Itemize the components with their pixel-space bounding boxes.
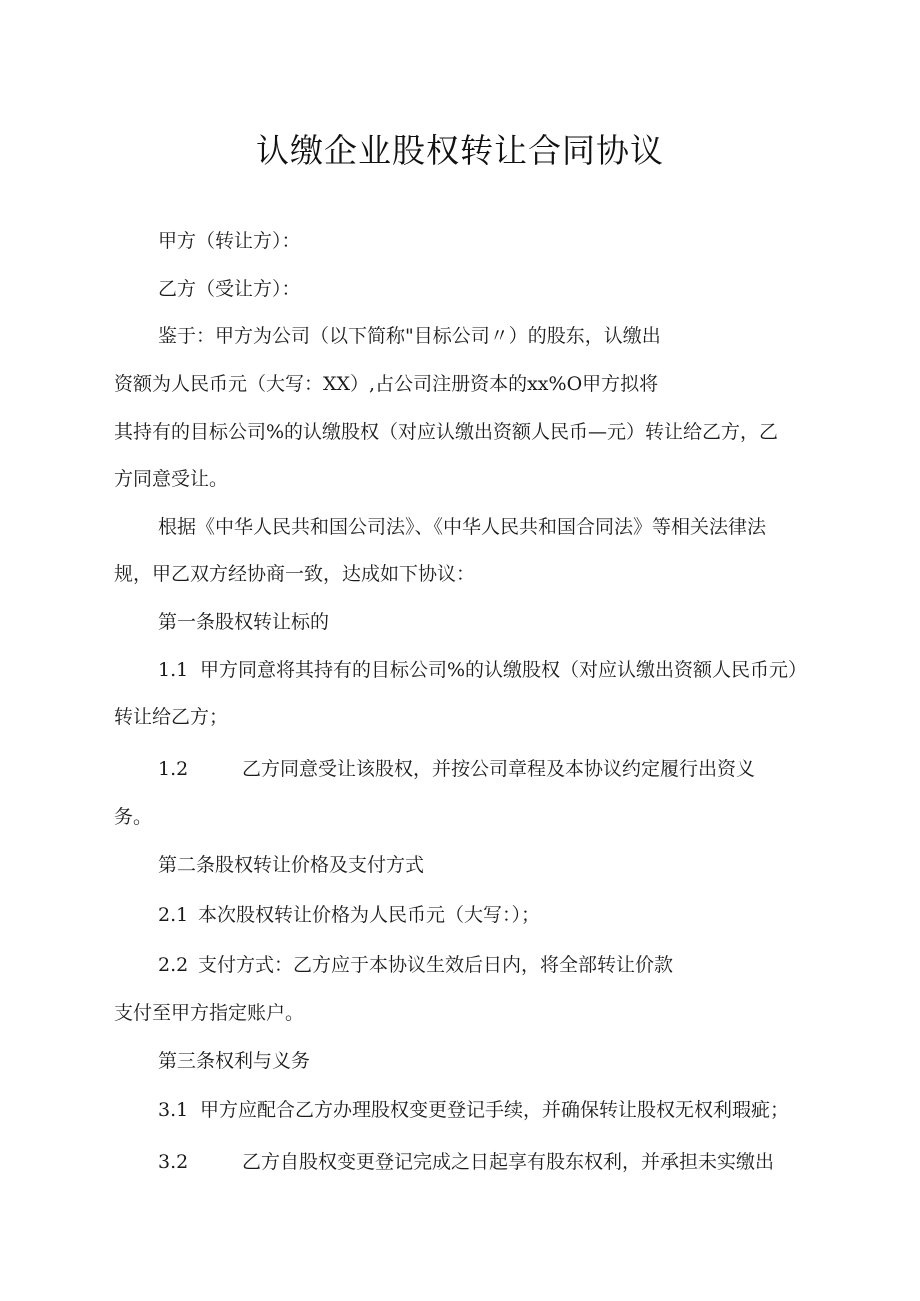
whereas-line-3: 其持有的目标公司%的认缴股权（对应认缴出资额人民币—元）转让给乙方，乙	[114, 421, 779, 443]
clause-1-1-line-1	[158, 658, 807, 682]
clause-2-2-line-1	[158, 953, 673, 977]
clause-number: 2.2	[158, 954, 189, 976]
clause-1-2-line-1	[158, 757, 755, 781]
article-3-heading: 第三条权利与义务	[158, 1050, 311, 1072]
party-a-line: 甲方（转让方）：	[158, 230, 301, 252]
clause-1-2-line-2: 务。	[114, 806, 153, 828]
clause-number: 3.1	[158, 1099, 189, 1121]
party-b-line: 乙方（受让方）：	[158, 278, 301, 300]
clause-3-1-line	[158, 1098, 789, 1122]
clause-2-2-line-2: 支付至甲方指定账户。	[114, 1002, 305, 1024]
basis-line-1: 根据《中华人民共和国公司法》、《中华人民共和国合同法》等相关法律法	[158, 516, 767, 538]
article-1-heading: 第一条股权转让标的	[158, 611, 330, 633]
clause-number: 3.2	[158, 1151, 189, 1173]
clause-3-2-line-1	[158, 1150, 774, 1174]
clause-1-1-line-2: 转让给乙方；	[114, 706, 229, 728]
whereas-line-1: 鉴于：甲方为公司（以下简称"目标公司〃）的股东，认缴出	[158, 325, 661, 347]
basis-line-2: 规，甲乙双方经协商一致，达成如下协议：	[114, 563, 476, 585]
document-title: 认缴企业股权转让合同协议	[256, 131, 664, 170]
clause-text: 本次股权转让价格为人民币元（大写：）；	[198, 904, 541, 926]
clause-number: 2.1	[158, 904, 189, 926]
clause-text: 乙方自股权变更登记完成之日起享有股东权利，并承担未实缴出	[242, 1151, 775, 1173]
clause-text: 甲方应配合乙方办理股权变更登记手续，并确保转让股权无权利瑕疵；	[200, 1099, 790, 1121]
whereas-line-4: 方同意受让。	[114, 468, 229, 490]
clause-number: 1.2	[158, 758, 189, 780]
article-2-heading: 第二条股权转让价格及支付方式	[158, 854, 425, 876]
clause-text: 乙方同意受让该股权，并按公司章程及本协议约定履行出资义	[242, 758, 756, 780]
clause-2-1-line	[158, 903, 540, 927]
clause-number: 1.1	[158, 659, 189, 681]
clause-text: 支付方式：乙方应于本协议生效后日内，将全部转让价款	[198, 954, 674, 976]
whereas-line-2: 资额为人民币元（大写：XX）,占公司注册资本的xx%O甲方拟将	[114, 373, 659, 395]
clause-text: 甲方同意将其持有的目标公司%的认缴股权（对应认缴出资额人民币元）	[200, 659, 808, 681]
